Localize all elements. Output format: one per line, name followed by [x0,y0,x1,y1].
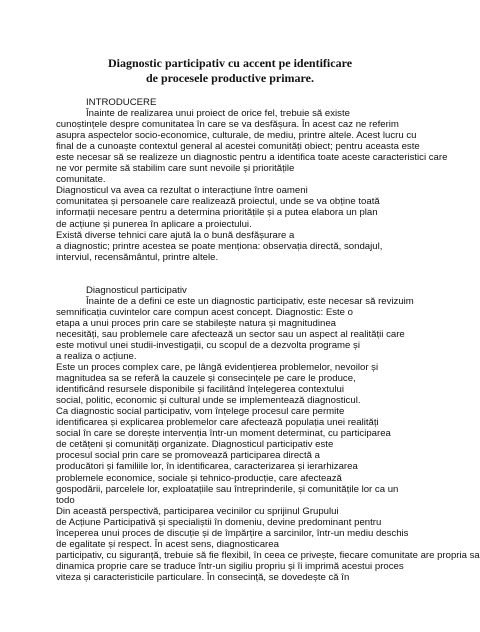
section-line: viteza și caracteristicile particulare. În consecință, se dovedește că în [56,571,350,583]
intro-line: cunoștințele despre comunitatea în care se va desfășura. În acest caz ne referim [56,119,399,131]
section-line: este motivul unei studii-investigații, cu scopul de a dezvolta programe și [56,339,360,351]
section-line: Înainte de a defini ce este un diagnostic participativ, este necesar să revizuim [86,295,414,307]
section-line: necesități, sau problemele care afectează un sector sau un aspect al realității care [56,328,405,340]
section-line: dinamica proprie care se traduce într-un sigiliu propriu și îi imprimă acestui proces [56,560,404,572]
section-line: de cetățeni și comunități organizate. Diagnosticul participativ este [56,439,334,451]
section-line: social, politic, economic și cultural unde se implementează diagnosticul. [56,395,361,407]
section-line: procesul social prin care se promovează participarea directă a [56,450,320,462]
section-line: social în care se dorește intervenția într-un moment determinat, cu participarea [56,428,391,440]
intro-line: final de a cunoaște contextul general al acestei comunități obiect; pentru aceasta este [56,141,420,153]
intro-line: este necesar să se realizeze un diagnostic pentru a identifica toate aceste caracteristici care [56,152,448,164]
intro-line: asupra aspectelor socio-economice, culturale, de mediu, printre altele. Acest lucru cu [56,130,417,142]
section-line: Ca diagnostic social participativ, vom înțelege procesul care permite [56,406,345,418]
intro-line: informații necesare pentru a determina prioritățile și a putea elabora un plan [56,207,378,219]
intro-line: a diagnostic; printre acestea se poate menționa: observația directă, sondajul, [56,240,383,252]
section-spacer [56,263,436,285]
section-line: Este un proces complex care, pe lângă evidențierea problemelor, nevoilor și [56,362,379,374]
intro-heading: INTRODUCERE [86,97,157,108]
intro-line: comunitate. [56,174,106,186]
intro-line: Diagnosticul va avea ca rezultat o interacțiune între oameni [56,185,308,197]
section-line: producători și familiile lor, în identificarea, caracterizarea și ierarhizarea [56,461,358,473]
section-line: de egalitate și respect. În acest sens, diagnosticarea [56,538,279,550]
section-line: gospodării, parcelele lor, exploatațiile sau întreprinderile, și comunitățile lor ca un [56,483,399,495]
intro-line: ne vor permite să stabilim care sunt nevoile și prioritățile [56,163,295,175]
document-title [60,56,400,86]
section-line: participativ, cu siguranță, trebuie să fie flexibil, în ceea ce privește, fiecare comunitate are propria sa [56,549,480,561]
title-line-2: de procesele productive primare. [146,71,314,85]
section-line: identificând resursele disponibile și facilitând înțelegerea contextului [56,384,344,396]
intro-line: de acțiune și punerea în aplicare a proiectului. [56,218,252,230]
section-line: etapa a unui proces prin care se stabilește natura și magnitudinea [56,317,336,329]
title-line-1: Diagnostic participativ cu accent pe identificare [107,56,353,70]
section-line: semnificația cuvintelor care compun acest concept. Diagnostic: Este o [56,306,354,318]
intro-line: comunitatea și persoanele care realizează proiectul, unde se va obține toată [56,196,380,208]
intro-line: interviul, recensământul, printre altele. [56,251,219,263]
section-line: identificarea și explicarea problemelor care afectează populația unei realități [56,417,379,429]
section-line: problemele economice, sociale și tehnico-producție, care afectează [56,472,342,484]
section-line: todo [56,494,75,506]
section-heading: Diagnosticul participativ [86,284,187,296]
section-line: a realiza o acțiune. [56,350,137,362]
intro-line: Există diverse tehnici care ajută la o bună desfășurare a [56,229,295,241]
intro-line: Înainte de realizarea unui proiect de orice fel, trebuie să existe [86,108,350,120]
section-line: Din această perspectivă, participarea vecinilor cu sprijinul Grupului [56,505,339,517]
section-line: începerea unui proces de discuție și de împărțire a sarcinilor, într-un mediu deschis [56,527,409,539]
section-line: de Acțiune Participativă și specialiștii în domeniu, devine predominant pentru [56,516,382,528]
section-line: magnitudea sa se referă la cauzele și consecințele pe care le produce, [56,373,356,385]
document-body [56,97,480,583]
